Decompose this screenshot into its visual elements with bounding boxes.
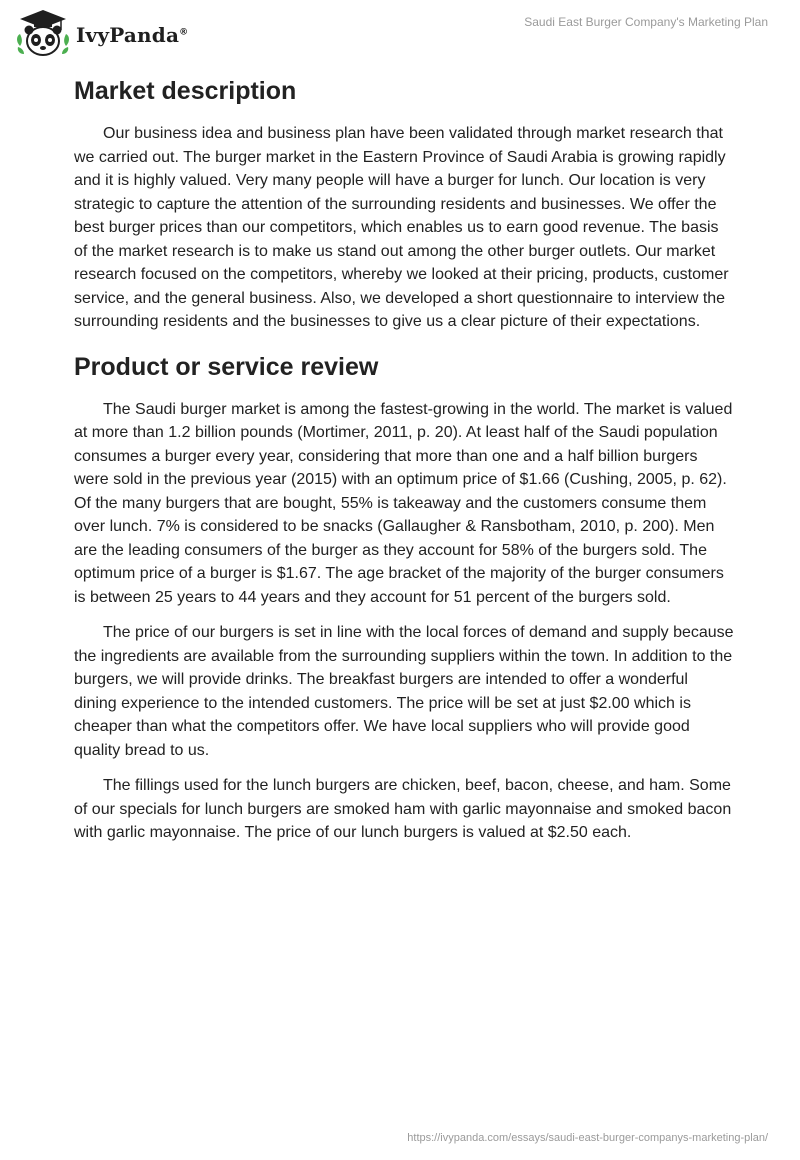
page-header [0,0,800,70]
registered-mark: ® [179,27,189,38]
paragraph: The Saudi burger market is among the fastest-growing in the world. The market is valued at more than 1.2 billion pounds (Mortimer, 2011, p. 20). At least half of the Saudi population consumes a burger every year, considering that more than one and a half billion burgers were sold in the previous year (2015) with an optimum price of $1.66 (Cushing, 2005, p. 62). Of the many burgers that are bought, 55% is takeaway and the customers consume them over lunch. 7% is considered to be snacks (Gallaugher & Ransbotham, 2010, p. 200). Men are the leading consumers of the burger as they account for 58% of the burgers sold. The optimum price of a burger is $1.67. The age bracket of the majority of the burger consumers is between 25 years to 44 years and they account for 51 percent of the burgers sold. [74,400,733,606]
paragraph: Our business idea and business plan have been validated through market research that we carried out. The burger market in the Eastern Province of Saudi Arabia is growing rapidly and it is highly valued. Very many people will have a burger for lunch. Our location is very strategic to capture the attention of the surrounding residents and businesses. We offer the best burger prices than our competitors, which enables us to earn good revenue. The basis of the market research is to make us stand out among the other burger outlets. Our market research focused on the competitors, whereby we looked at their pricing, products, customer service, and the general business. Also, we developed a short questionnaire to interview the surrounding residents and the businesses to give us a clear picture of their expectations. [74,125,729,330]
logo-name: IvyPanda [76,23,180,47]
paragraph: The fillings used for the lunch burgers are chicken, beef, bacon, cheese, and ham. Some of our specials for lunch burgers are smoked ham with garlic mayonnaise and smoked bacon with garlic mayonnaise. The price of our lunch burgers is valued at $2.50 each. [74,777,732,841]
logo-wordmark [76,23,188,47]
document-title: Saudi East Burger Company's Marketing Plan [524,15,768,29]
source-url[interactable]: https://ivypanda.com/essays/saudi-east-burger-companys-marketing-plan/ [407,1132,768,1144]
section-heading: Product or service review [74,352,379,381]
section-heading: Market description [74,77,297,105]
paragraph: The price of our burgers is set in line with the local forces of demand and supply because the ingredients are available from the surrounding suppliers within the town. In addition to the burgers, we will provide drinks. The breakfast burgers are intended to offer a wonderful dining experience to the intended customers. The price will be set at just $2.00 which is cheaper than what the competitors offer. We have local suppliers who will provide good quality bread to us. [74,624,734,759]
article-body [74,70,734,845]
ivypanda-logo[interactable] [14,8,188,58]
panda-graduate-icon [14,8,72,58]
